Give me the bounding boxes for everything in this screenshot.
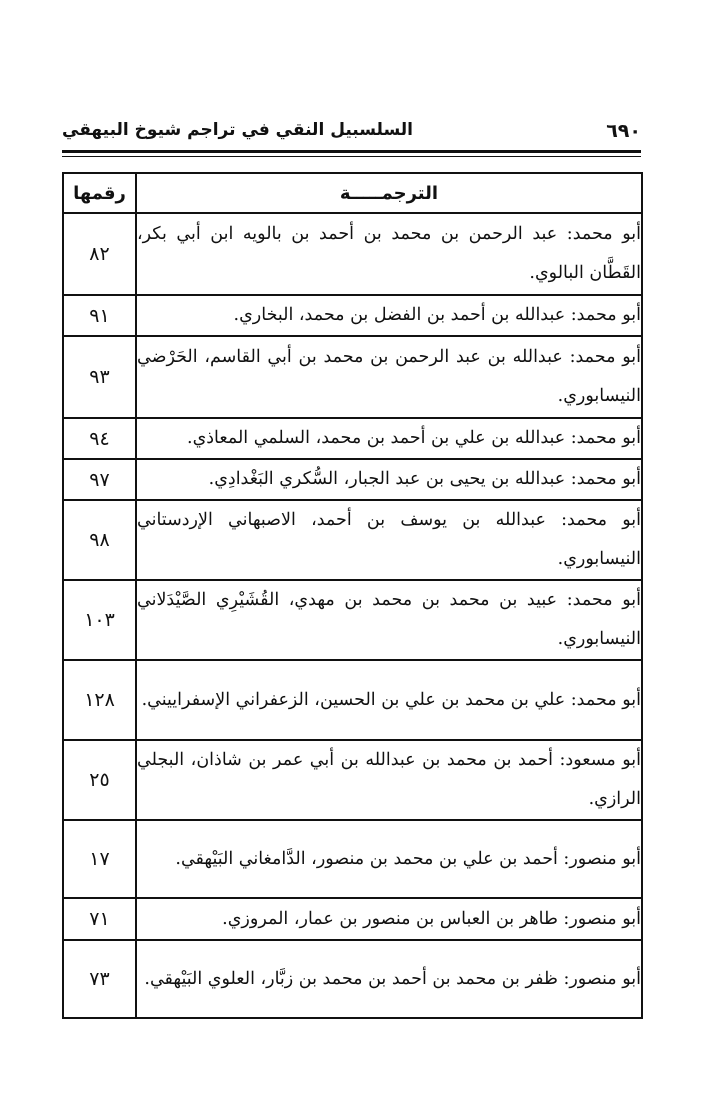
entry-text: أبو محمد: عبدالله بن عبد الرحمن بن محمد بن أبي القاسم، الحَرْضي النيسابوري. xyxy=(136,336,642,418)
page-header xyxy=(62,118,641,148)
table-row xyxy=(63,213,642,295)
table-row xyxy=(63,500,642,580)
entry-text: أبو منصور: أحمد بن علي بن محمد بن منصور، الدَّامغاني البَيْهقي. xyxy=(136,820,642,898)
entry-number: ٧١ xyxy=(63,898,136,940)
entry-text: أبو مسعود: أحمد بن محمد بن عبدالله بن أبي عمر بن شاذان، البجلي الرازي. xyxy=(136,740,642,820)
column-header-number: رقمها xyxy=(63,173,136,213)
entry-number: ٨٢ xyxy=(63,213,136,295)
entry-text: أبو محمد: عبدالله بن يوسف بن أحمد، الاصبهاني الإردستاني النيسابوري. xyxy=(136,500,642,580)
table-row xyxy=(63,580,642,660)
index-table xyxy=(62,172,643,1019)
column-header-translation: الترجمـــــة xyxy=(136,173,642,213)
entry-text: أبو منصور: ظفر بن محمد بن أحمد بن محمد بن زبَّار، العلوي البَيْهقي. xyxy=(136,940,642,1018)
entry-number: ١٠٣ xyxy=(63,580,136,660)
entry-number: ١٢٨ xyxy=(63,660,136,740)
entry-number: ٩٣ xyxy=(63,336,136,418)
entry-number: ٩١ xyxy=(63,295,136,336)
table-row xyxy=(63,418,642,459)
entry-number: ٢٥ xyxy=(63,740,136,820)
table-row xyxy=(63,295,642,336)
entry-text: أبو محمد: عبدالله بن أحمد بن الفضل بن محمد، البخاري. xyxy=(136,295,642,336)
header-rule-thin xyxy=(62,156,641,157)
entry-number: ١٧ xyxy=(63,820,136,898)
table-row xyxy=(63,820,642,898)
entry-text: أبو محمد: عبيد بن محمد بن محمد بن مهدي، القُشَيْرِي الصَّيْدَلاني النيسابوري. xyxy=(136,580,642,660)
entry-text: أبو محمد: عبدالله بن علي بن أحمد بن محمد، السلمي المعاذي. xyxy=(136,418,642,459)
page-number: ٦٩٠ xyxy=(606,120,641,142)
table-header-row xyxy=(63,173,642,213)
entry-number: ٧٣ xyxy=(63,940,136,1018)
header-rule-thick xyxy=(62,150,641,153)
table-row xyxy=(63,898,642,940)
entry-text: أبو منصور: طاهر بن العباس بن منصور بن عمار، المروزي. xyxy=(136,898,642,940)
entry-text: أبو محمد: عبد الرحمن بن محمد بن أحمد بن بالويه ابن أبي بكر، القَطَّان البالوي. xyxy=(136,213,642,295)
running-title: السلسبيل النقي في تراجم شيوخ البيهقي xyxy=(62,120,413,140)
table-row xyxy=(63,740,642,820)
entry-text: أبو محمد: عبدالله بن يحيى بن عبد الجبار، السُّكري البَغْدادِي. xyxy=(136,459,642,500)
entry-number: ٩٨ xyxy=(63,500,136,580)
entry-number: ٩٧ xyxy=(63,459,136,500)
table-row xyxy=(63,660,642,740)
table-row xyxy=(63,336,642,418)
entry-text: أبو محمد: علي بن محمد بن علي بن الحسين، الزعفراني الإسفراييني. xyxy=(136,660,642,740)
table-row xyxy=(63,459,642,500)
table-row xyxy=(63,940,642,1018)
entry-number: ٩٤ xyxy=(63,418,136,459)
